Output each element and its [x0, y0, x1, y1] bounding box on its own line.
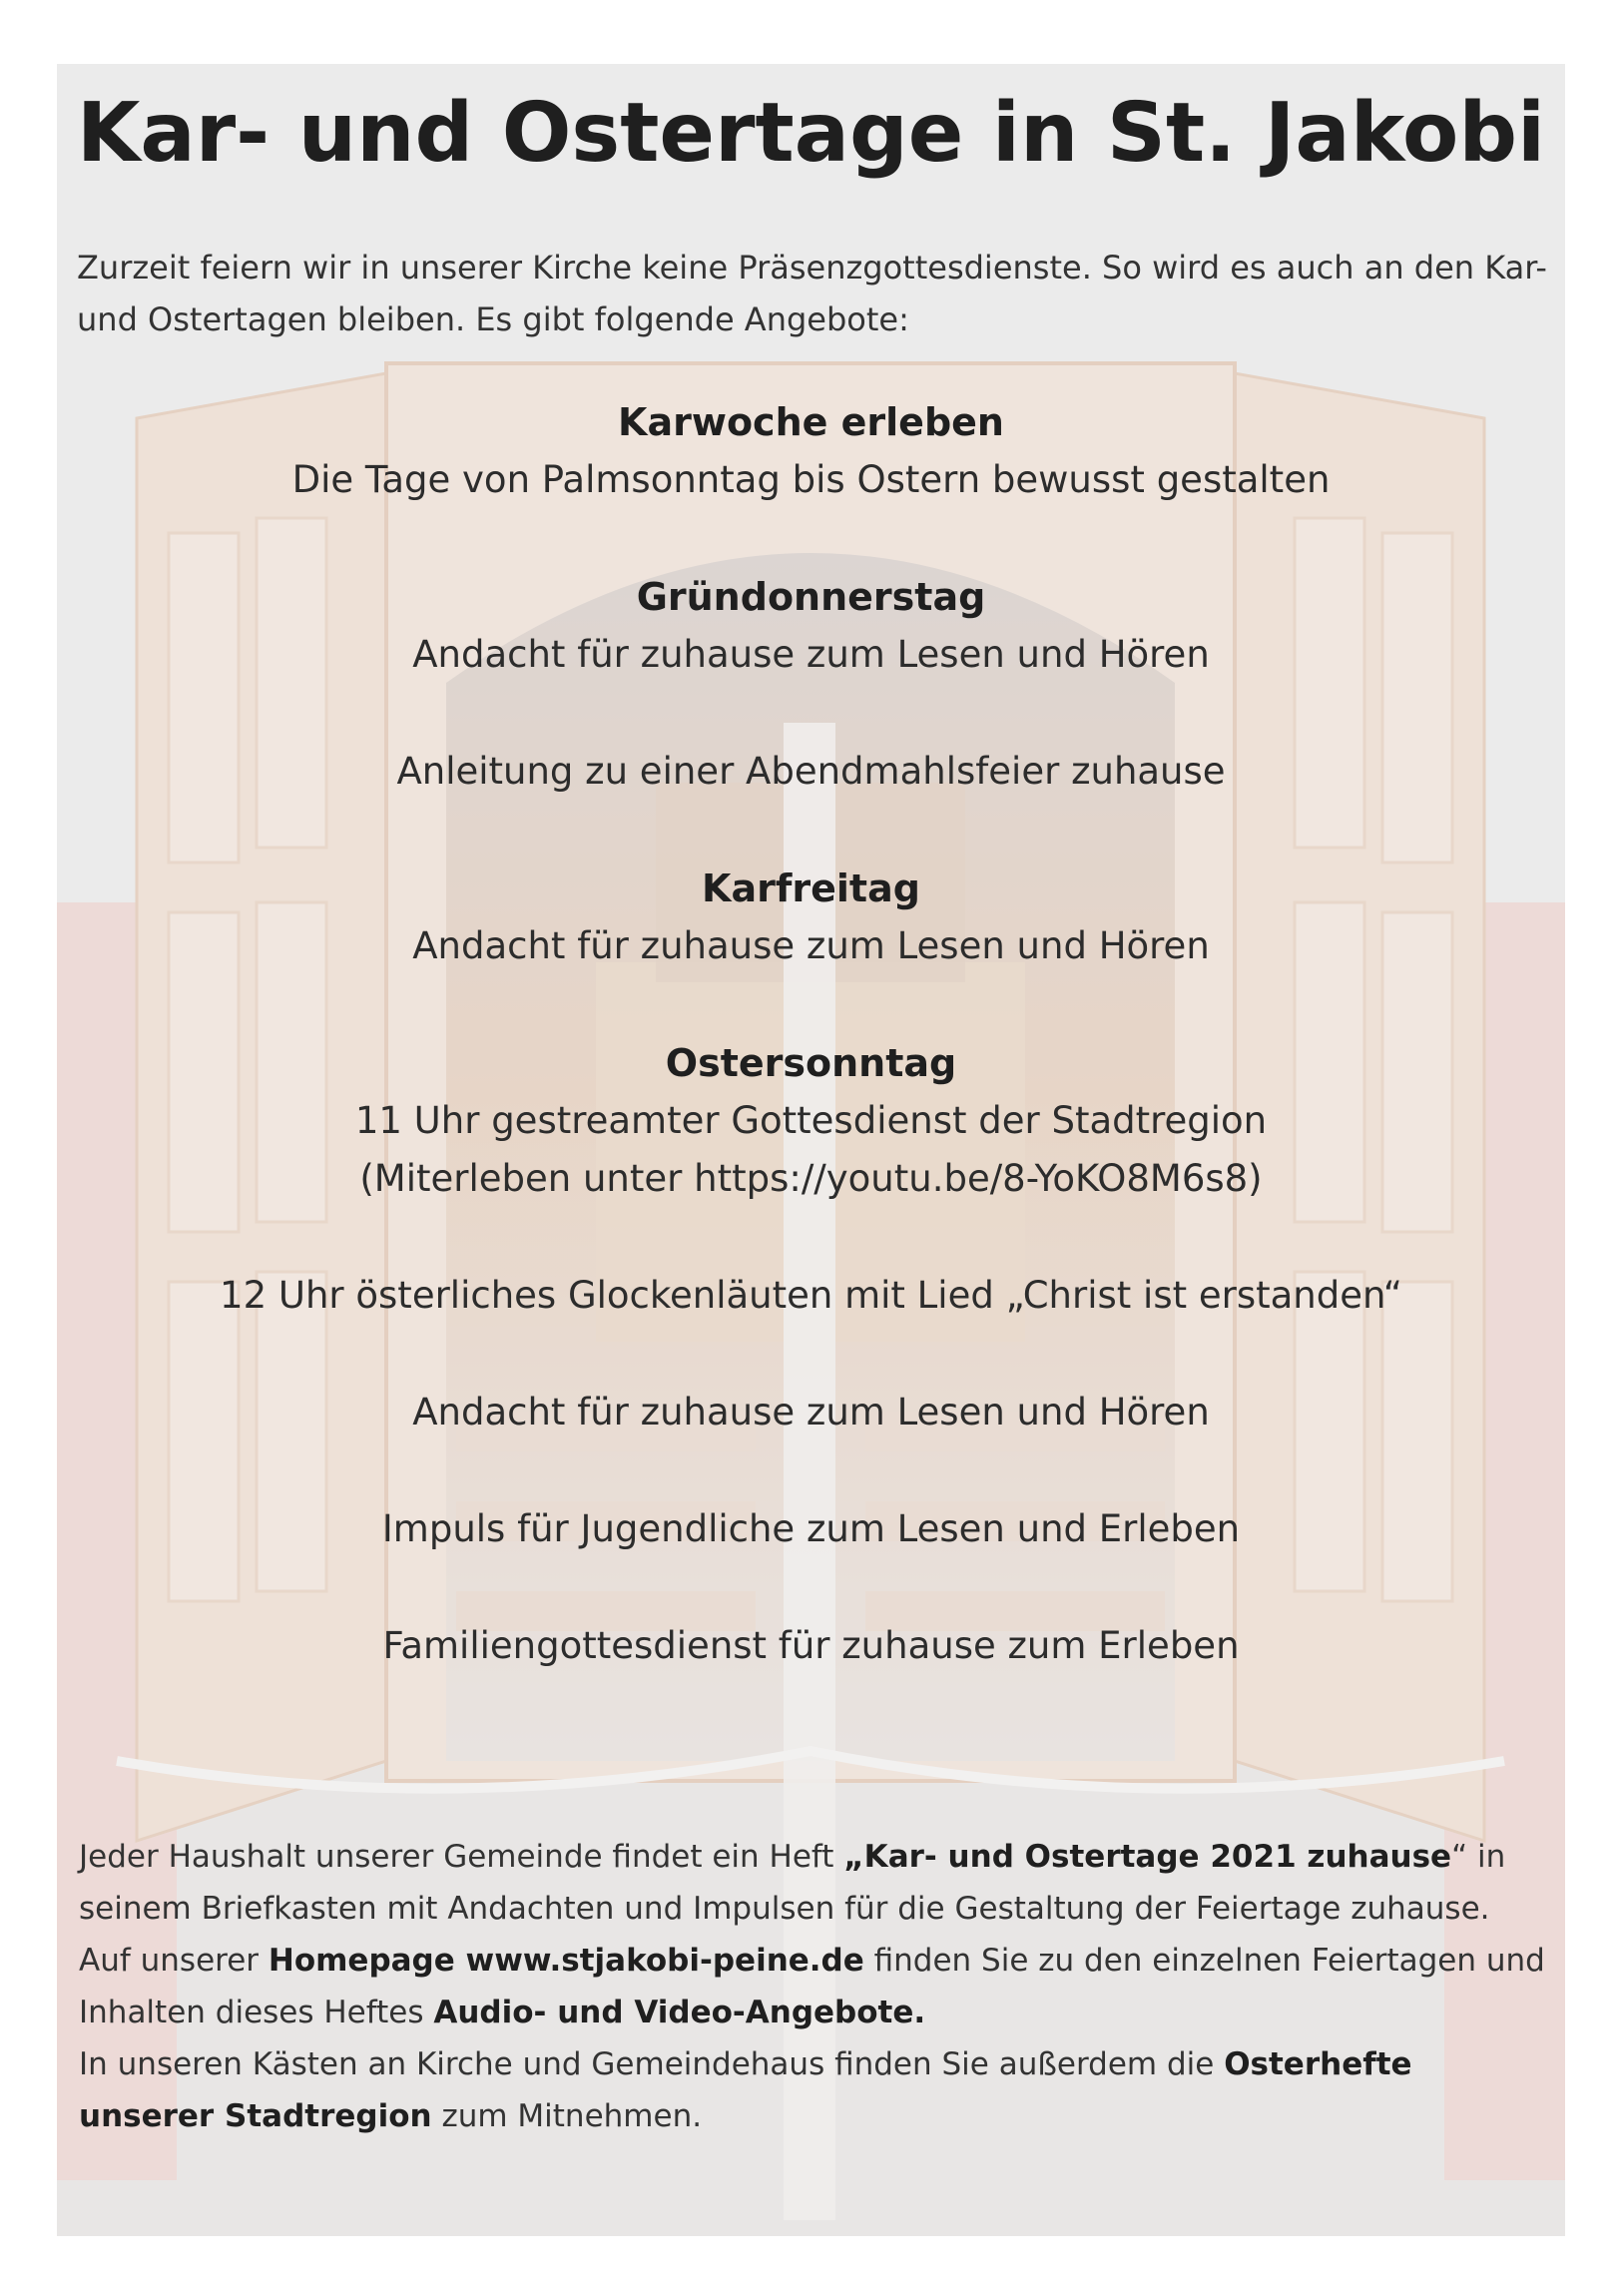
- ostersonntag-glockenlaeuten: 12 Uhr österliches Glockenläuten mit Lied „Christ ist erstanden“: [220, 1274, 1402, 1317]
- ostersonntag-gottesdienst: 11 Uhr gestreamter Gottesdienst der Stadtregion: [354, 1099, 1268, 1142]
- ostersonntag-stream-link[interactable]: (Miterleben unter https://youtu.be/8-YoKO8M6s8): [359, 1157, 1263, 1200]
- footer-p2-text: Auf unserer: [79, 1943, 269, 1979]
- footer-text: [79, 1831, 1556, 2142]
- gruendonnerstag-andacht: Andacht für zuhause zum Lesen und Hören: [412, 633, 1210, 676]
- footer-p3-text: In unseren Kästen an Kirche und Gemeindehaus finden Sie außerdem die: [79, 2046, 1225, 2082]
- flyer-content: [57, 64, 1565, 2236]
- footer-heft-title: „Kar- und Ostertage 2021 zuhause: [843, 1839, 1452, 1875]
- program-list: [57, 393, 1565, 1675]
- footer-homepage-link[interactable]: Homepage www.stjakobi-peine.de: [268, 1943, 864, 1979]
- footer-p1-rest: “ in seinem Briefkasten mit Andachten und Impulsen für die Gestaltung der Feiertage zuhause.: [79, 1839, 1506, 1927]
- page-title: Kar- und Ostertage in St. Jakobi: [76, 86, 1546, 181]
- ostersonntag-familiengottesdienst: Familiengottesdienst für zuhause zum Erleben: [382, 1624, 1240, 1667]
- ostersonntag-andacht: Andacht für zuhause zum Lesen und Hören: [412, 1391, 1210, 1434]
- flyer-page: [57, 64, 1565, 2236]
- gruendonnerstag-heading: Gründonnerstag: [636, 575, 986, 619]
- ostersonntag-heading: Ostersonntag: [665, 1041, 957, 1085]
- footer-p2-rest: finden Sie zu den einzelnen Feiertagen und Inhalten dieses Heftes: [79, 1943, 1545, 2030]
- ostersonntag-jugend-impuls: Impuls für Jugendliche zum Lesen und Erleben: [381, 1507, 1241, 1550]
- intro-paragraph: Zurzeit feiern wir in unserer Kirche keine Präsenzgottesdienste. So wird es auch an den Kar- und Ostertagen bleiben. Es gibt folgende Angebote:: [77, 249, 1547, 338]
- karfreitag-heading: Karfreitag: [702, 866, 920, 910]
- gruendonnerstag-abendmahl: Anleitung zu einer Abendmahlsfeier zuhause: [396, 750, 1226, 793]
- footer-p1-text: Jeder Haushalt unserer Gemeinde findet ein Heft: [79, 1839, 844, 1875]
- footer-osterhefte: Osterhefte unserer Stadtregion: [79, 2046, 1412, 2134]
- karfreitag-andacht: Andacht für zuhause zum Lesen und Hören: [412, 924, 1210, 967]
- footer-audio-video: Audio- und Video-Angebote.: [433, 1995, 926, 2030]
- karwoche-heading: Karwoche erleben: [618, 400, 1004, 444]
- footer-p3-rest: zum Mitnehmen.: [431, 2098, 703, 2134]
- karwoche-line: Die Tage von Palmsonntag bis Ostern bewusst gestalten: [291, 458, 1331, 501]
